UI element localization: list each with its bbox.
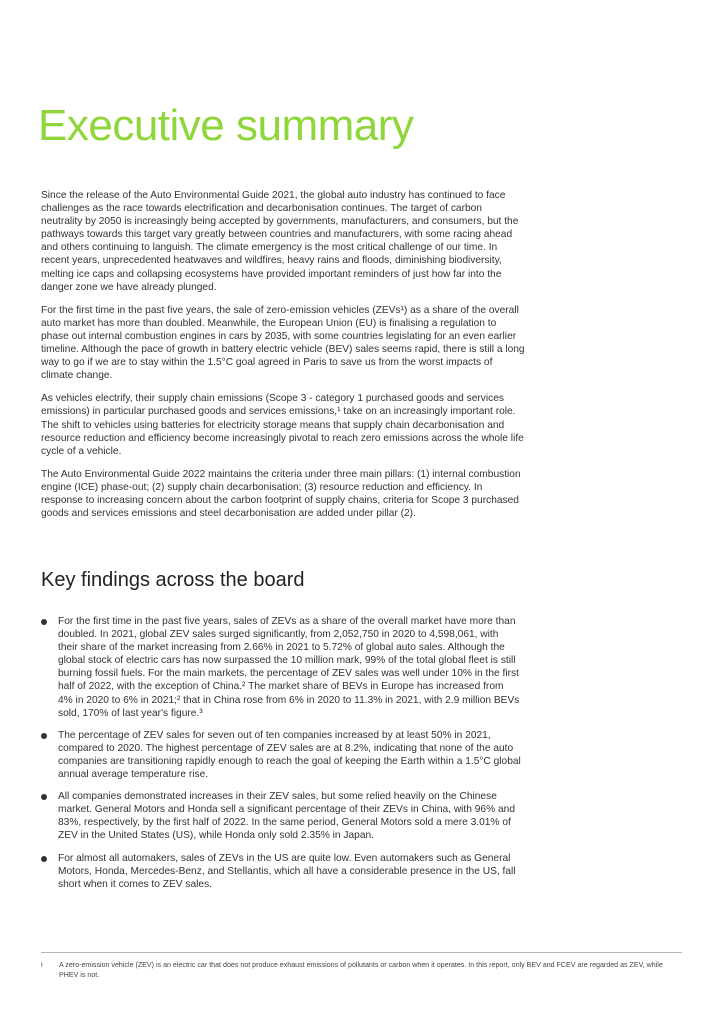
finding-item xyxy=(41,852,521,891)
key-findings-heading: Key findings across the board xyxy=(41,569,305,591)
finding-text: The percentage of ZEV sales for seven out of ten companies increased by at least 50% in 2021, compared to 2020. The highest percentage of ZEV sales are at 8.2%, indicating that none of the auto companies are transitioning rapidly enough to reach the goal of keeping the Earth within a 1.5°C global annual average temperature rise. xyxy=(58,729,521,781)
bullet-icon xyxy=(41,794,47,800)
footnote xyxy=(41,961,682,980)
footnote-text: A zero-emission vehicle (ZEV) is an electric car that does not produce exhaust emissions of pollutants or carbon when it operates. In this report, only BEV and FCEV are regarded as ZEV, while PHEV is not. xyxy=(59,961,663,979)
finding-text: For the first time in the past five years, sales of ZEVs as a share of the overall market have more than doubled. In 2021, global ZEV sales surged significantly, from 2,052,750 in 2020 to 4,598,061, with their share of the market increasing from 2.66% in 2021 to 5.72% of global auto sales. Although the global stock of electric cars has now surpassed the 10 million mark, 99% of the total global fleet is still burning fossil fuels. For the main markets, the percentage of ZEV sales was well under 10% in the first half of 2022, with the exception of China.² The market share of BEVs in Europe has increased from 4% in 2020 to 6% in 2021;² that in China rose from 6% in 2020 to 11.3% in 2021, with 2.9 million BEVs sold, 170% of last year's figure.³ xyxy=(58,616,520,719)
finding-text: For almost all automakers, sales of ZEVs in the US are quite low. Even automakers such as General Motors, Honda, Mercedes-Benz, and Stellantis, which all have a considerable presence in the US, fall short when it comes to ZEV sales. xyxy=(58,852,516,890)
footnote-divider xyxy=(41,952,682,953)
finding-item xyxy=(41,729,521,781)
intro-paragraph: The Auto Environmental Guide 2022 maintains the criteria under three main pillars: (1) internal combustion engine (ICE) phase-out; (2) supply chain decarbonisation; (3) resource reduction and efficiency. In response to increasing concern about the carbon footprint of supply chains, criteria for Scope 3 purchased goods and services emissions and steel decarbonisation are added under pillar (2). xyxy=(41,468,521,520)
key-findings-list xyxy=(41,615,521,900)
intro-paragraph: As vehicles electrify, their supply chain emissions (Scope 3 - category 1 purchased goods and services emissions) in particular purchased goods and services emissions,¹ take on an increasingly important role. The shift to vehicles using batteries for electricity storage means that supply chain decarbonisation and resource reduction and efficiency become increasingly pivotal to reach zero emissions across the whole life cycle of a vehicle. xyxy=(41,393,524,457)
finding-item xyxy=(41,615,521,720)
page-title: Executive summary xyxy=(38,101,414,150)
footnote-number: i xyxy=(41,961,43,969)
intro-paragraph: For the first time in the past five years, the sale of zero-emission vehicles (ZEVs¹) as a share of the overall auto market has more than doubled. Meanwhile, the European Union (EU) is finalising a regulation to phase out internal combustion engines in cars by 2035, with some countries legislating for an even earlier timeline. Although the pace of growth in battery electric vehicle (BEV) sales seems rapid, there is still a long way to go if we are to stay within the 1.5°C goal agreed in Paris to save us from the worst impacts of climate change. xyxy=(41,304,525,382)
finding-item xyxy=(41,790,521,842)
bullet-icon xyxy=(41,856,47,862)
intro-paragraph: Since the release of the Auto Environmental Guide 2021, the global auto industry has continued to face challenges as the race towards electrification and decarbonisation continues. The target of carbon neutrality by 2050 is increasingly being accepted by governments, manufacturers, and consumers, but the pathways towards this target vary greatly between countries and manufacturers, with some racing ahead and others continuing to languish. The climate emergency is the most critical challenge of our time. In recent years, unprecedented heatwaves and wildfires, heavy rains and floods, diminishing biodiversity, melting ice caps and collapsing ecosystems have provided important reminders of just how far into the danger zone we have already plunged. xyxy=(41,190,519,293)
bullet-icon xyxy=(41,733,47,739)
bullet-icon xyxy=(41,619,47,625)
intro-section xyxy=(41,189,526,530)
finding-text: All companies demonstrated increases in their ZEV sales, but some relied heavily on the Chinese market. General Motors and Honda sell a significant percentage of their ZEVs in China, with 96% and 83%, respectively, by the first half of 2022. In the same period, General Motors sold a mere 3.01% of ZEV in the United States (US), while Honda only sold 2.35% in Japan. xyxy=(58,791,515,842)
